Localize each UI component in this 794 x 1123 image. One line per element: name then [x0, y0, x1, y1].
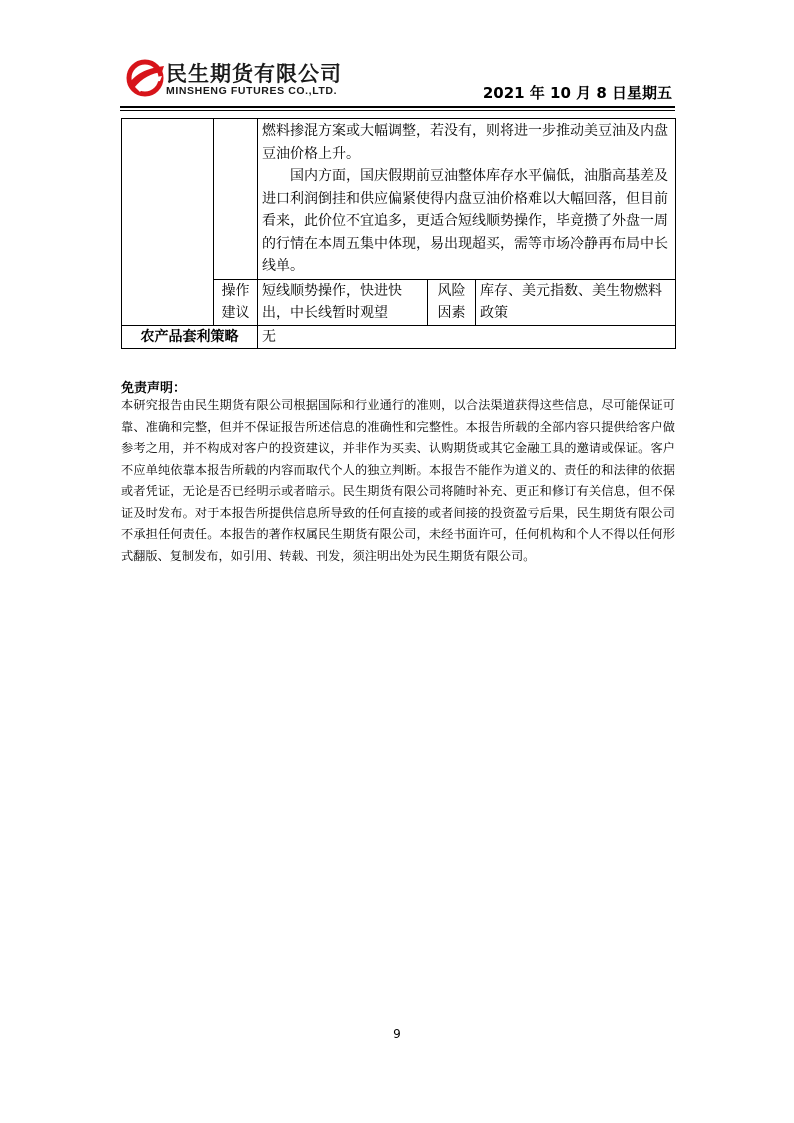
analysis-paragraph-1: 燃料掺混方案或大幅调整，若没有，则将进一步推动美豆油及内盘豆油价格上升。: [262, 123, 668, 162]
analysis-cell: [258, 119, 676, 280]
company-name-cn: 民生期货有限公司: [166, 62, 342, 86]
header-divider: [120, 106, 675, 108]
operation-label: 操作建议: [214, 279, 258, 325]
company-logo: [126, 58, 366, 104]
minsheng-logo-icon: [126, 58, 164, 98]
risk-factors: 库存、美元指数、美生物燃料政策: [476, 279, 676, 325]
page-number: 9: [393, 1027, 401, 1041]
report-date: 2021 年 10 月 8 日星期五: [482, 84, 672, 102]
empty-sub-cell: [214, 119, 258, 280]
disclaimer-body: 本研究报告由民生期货有限公司根据国际和行业通行的准则，以合法渠道获得这些信息，尽可能保证可靠、准确和完整，但并不保证报告所述信息的准确性和完整性。本报告所载的全部内容只提供给客户做参考之用，并不构成对客户的投资建议，并非作为买卖、认购期货或其它金融工具的邀请或保证。客户不应单纯依靠本报告所载的内容而取代个人的独立判断。本报告不能作为道义的、责任的和法律的依据或者凭证，无论是否已经明示或者暗示。民生期货有限公司将随时补充、更正和修订有关信息，但不保证及时发布。对于本报告所提供信息所导致的任何直接的或者间接的投资盈亏后果，民生期货有限公司不承担任何责任。本报告的著作权属民生期货有限公司，未经书面许可，任何机构和个人不得以任何形式翻版、复制发布，如引用、转载、刊发，须注明出处为民生期货有限公司。: [121, 398, 675, 563]
analysis-paragraph-2: 国内方面，国庆假期前豆油整体库存水平偏低，油脂高基差及进口利润倒挂和供应偏紧使得内盘豆油价格难以大幅回落，但目前看来，此价位不宜追多，更适合短线顺势操作，毕竟攒了外盘一周的行情在本周五集中体现，易出现超买，需等市场冷静再布局中长线单。: [262, 168, 668, 274]
company-name-en: MINSHENG FUTURES CO.,LTD.: [166, 85, 338, 97]
arbitrage-value: 无: [258, 325, 676, 349]
arbitrage-label: 农产品套利策略: [122, 325, 258, 349]
empty-category-cell: [122, 119, 214, 326]
table-row: [122, 119, 676, 280]
header-divider-thin: [120, 110, 675, 111]
risk-label: 风险因素: [428, 279, 476, 325]
table-row: [122, 325, 676, 349]
strategy-table: [121, 118, 676, 349]
disclaimer-title: 免责声明：: [121, 381, 187, 396]
operation-advice: 短线顺势操作，快进快出，中长线暂时观望: [258, 279, 428, 325]
